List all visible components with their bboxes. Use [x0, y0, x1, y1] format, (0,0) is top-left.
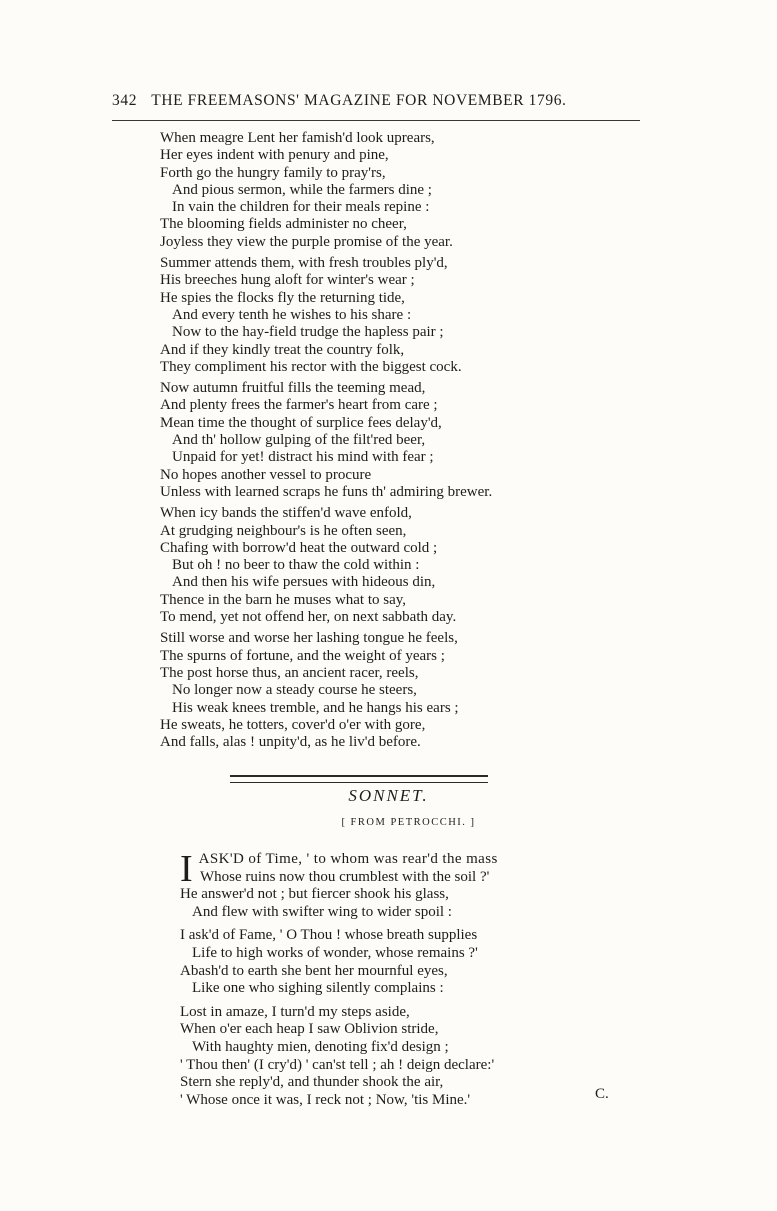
verse-line: Thence in the barn he muses what to say,: [160, 591, 407, 608]
verse-line: He sweats, he totters, cover'd o'er with gore,: [160, 716, 426, 733]
page-number: 342: [112, 92, 138, 109]
signature: C.: [595, 1086, 609, 1102]
verse-line: And if they kindly treat the country folk,: [160, 341, 405, 358]
verse-line: When icy bands the stiffen'd wave enfold,: [160, 505, 412, 522]
poem-stanza: [160, 630, 580, 751]
verse-line: Forth go the hungry family to pray'rs,: [160, 164, 386, 181]
header-rule: [112, 120, 640, 121]
verse-line: And then his wife persues with hideous din,: [172, 574, 436, 591]
verse-line: Joyless they view the purple promise of the year.: [160, 233, 453, 250]
verse-line: And falls, alas ! unpity'd, as he liv'd before.: [160, 734, 421, 751]
verse-line: He answer'd not ; but fiercer shook his glass,: [180, 886, 449, 903]
verse-line: Abash'd to earth she bent her mournful eyes,: [180, 962, 448, 979]
sonnet-source: [ FROM PETROCCHI. ]: [341, 817, 476, 828]
verse-line: And th' hollow gulping of the filt'red beer,: [172, 432, 426, 449]
verse-line: Her eyes indent with penury and pine,: [160, 147, 389, 164]
verse-line: And pious sermon, while the farmers dine ;: [172, 181, 432, 198]
section-separator: [230, 775, 488, 783]
verse-line: His weak knees tremble, and he hangs his ears ;: [172, 699, 459, 716]
verse-line: They compliment his rector with the biggest cock.: [160, 358, 462, 375]
poem-stanza: [160, 505, 580, 626]
verse-line: No longer now a steady course he steers,: [172, 682, 417, 699]
verse-line: Whose ruins now thou crumblest with the soil ?': [200, 868, 490, 885]
verse-line: Unless with learned scraps he funs th' admiring brewer.: [160, 483, 493, 500]
poem-stanza: [160, 380, 580, 501]
verse-line: When meagre Lent her famish'd look uprears,: [160, 130, 435, 146]
verse-line: But oh ! no beer to thaw the cold within :: [172, 557, 420, 574]
verse-line: Now autumn fruitful fills the teeming mead,: [160, 380, 426, 397]
sonnet-first-line: ASK'D of Time, ' to whom was rear'd the mass: [198, 851, 498, 867]
verse-line: With haughty mien, denoting fix'd design ;: [192, 1038, 449, 1055]
verse-line: And plenty frees the farmer's heart from care ;: [160, 397, 438, 414]
poem-stanza: [160, 255, 580, 376]
sonnet: [180, 848, 600, 1115]
verse-line: And every tenth he wishes to his share :: [172, 306, 412, 323]
verse-line: Life to high works of wonder, whose remains ?': [192, 944, 478, 961]
verse-line: Stern she reply'd, and thunder shook the air,: [180, 1074, 444, 1091]
verse-line: Unpaid for yet! distract his mind with fear ;: [172, 449, 434, 466]
poem-stanza: [160, 130, 580, 251]
verse-line: In vain the children for their meals repine :: [172, 199, 430, 216]
verse-line: ' Thou then' (I cry'd) ' can'st tell ; ah ! deign declare:': [180, 1056, 495, 1073]
verse-line: Lost in amaze, I turn'd my steps aside,: [180, 1003, 410, 1020]
verse-line: ' Whose once it was, I reck not ; Now, 'tis Mine.': [180, 1091, 471, 1108]
sonnet-stanza: [180, 848, 600, 921]
verse-line: Like one who sighing silently complains :: [192, 980, 444, 997]
verse-line: Now to the hay-field trudge the hapless pair ;: [172, 324, 444, 341]
verse-line: When o'er each heap I saw Oblivion stride,: [180, 1021, 439, 1038]
dropcap: I: [180, 848, 193, 890]
sonnet-stanza: [180, 927, 600, 997]
verse-line: Still worse and worse her lashing tongue he feels,: [160, 630, 458, 647]
sonnet-title: SONNET.: [348, 786, 429, 805]
verse-line: His breeches hung aloft for winter's wear ;: [160, 272, 415, 289]
running-title: THE FREEMASONS' MAGAZINE FOR NOVEMBER 1796.: [151, 92, 567, 109]
verse-line: The spurns of fortune, and the weight of years ;: [160, 647, 445, 664]
verse-line: And flew with swifter wing to wider spoil :: [192, 903, 452, 920]
verse-line: He spies the flocks fly the returning tide,: [160, 289, 405, 306]
verse-line: To mend, yet not offend her, on next sabbath day.: [160, 609, 457, 626]
poem: [160, 130, 580, 755]
verse-line: Summer attends them, with fresh troubles ply'd,: [160, 255, 448, 272]
sonnet-stanza: [180, 1004, 600, 1110]
verse-line: The blooming fields administer no cheer,: [160, 216, 407, 233]
verse-line: The post horse thus, an ancient racer, reels,: [160, 664, 419, 681]
verse-line: At grudging neighbour's is he often seen,: [160, 522, 407, 539]
verse-line: I ask'd of Fame, ' O Thou ! whose breath supplies: [180, 927, 478, 944]
verse-line: Chafing with borrow'd heat the outward cold ;: [160, 539, 438, 556]
running-header: [112, 92, 640, 110]
verse-line: No hopes another vessel to procure: [160, 466, 372, 483]
verse-line: Mean time the thought of surplice fees delay'd,: [160, 414, 442, 431]
